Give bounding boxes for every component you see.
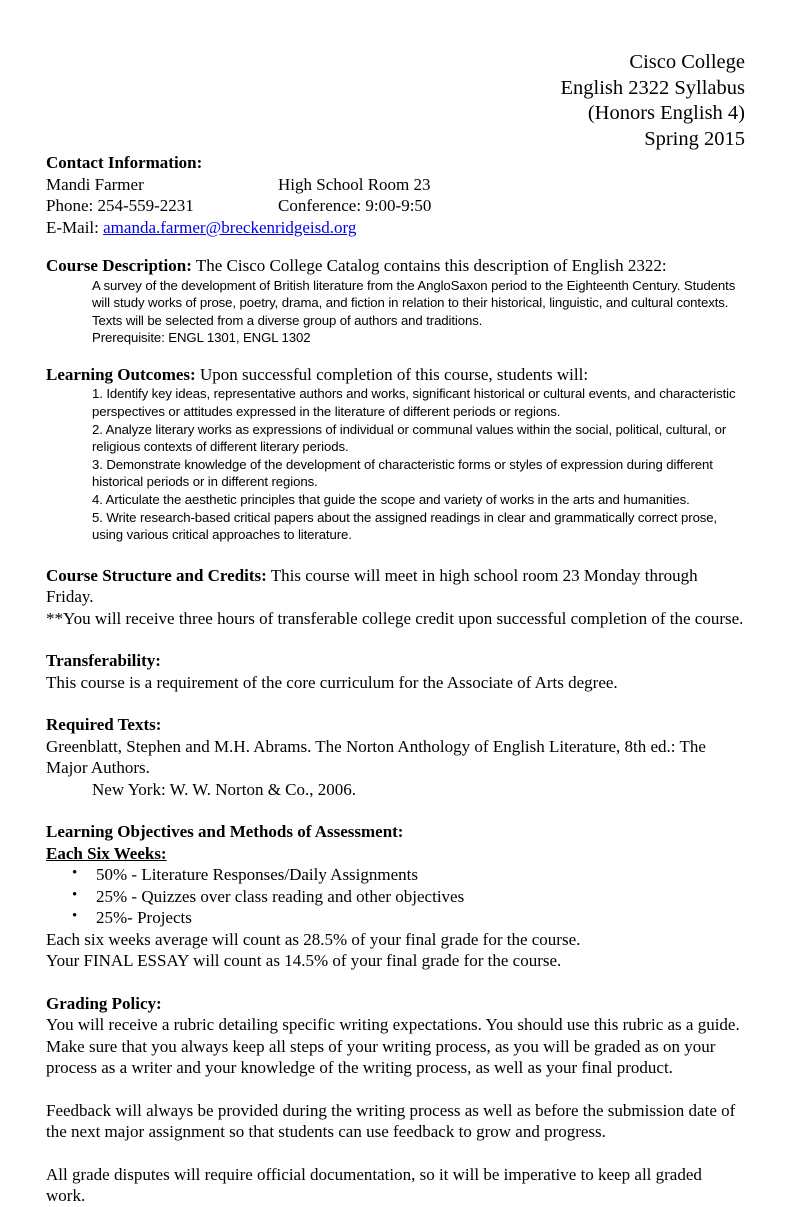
course-structure-intro: This course will meet in high school room 23 Monday through Friday. [46, 565, 698, 607]
list-item: • 25% - Quizzes over class reading and other objectives [46, 886, 745, 908]
transferability-text: This course is a requirement of the core curriculum for the Associate of Arts degree. [46, 672, 618, 692]
final-essay-note: Your FINAL ESSAY will count as 14.5% of your final grade for the course. [46, 951, 562, 971]
instructor-name: Mandi Farmer [46, 174, 144, 194]
learning-objectives-heading: Learning Objectives and Methods of Assessment: [46, 822, 404, 842]
learning-outcomes-list [92, 385, 745, 543]
conference-period: Conference: 9:00-9:50 [278, 196, 432, 215]
required-text-citation-line1: Greenblatt, Stephen and M.H. Abrams. The Norton Anthology of English Literature, 8th ed.: The Major Authors. [46, 736, 706, 778]
email-label: E-Mail: [46, 217, 104, 237]
course-description-heading-line [46, 255, 745, 277]
transferability-section [46, 650, 745, 693]
contact-row-name [46, 174, 745, 196]
learning-outcomes-heading-line [46, 364, 745, 386]
grading-policy-paragraph-2: Feedback will always be provided during the writing process as well as before the submission date of the next major assignment so that students can use feedback to grow and progress. [46, 1100, 736, 1142]
grading-policy-paragraph-3: All grade disputes will require official documentation, so it will be imperative to keep all graded work. [46, 1164, 702, 1206]
learning-outcome-item: 5. Write research-based critical papers about the assigned readings in clear and grammatically correct prose, using various critical approaches to literature. [92, 509, 718, 543]
transferability-heading: Transferability: [46, 651, 161, 671]
course-description-body [92, 277, 745, 347]
course-structure-note: **You will receive three hours of transferable college credit upon successful completion of the course. [46, 608, 744, 628]
each-six-weeks-subheading: Each Six Weeks: [46, 843, 167, 863]
list-item: • 25%- Projects [46, 907, 745, 929]
phone-number: Phone: 254-559-2231 [46, 196, 194, 215]
document-header [46, 50, 745, 152]
learning-objectives-section [46, 821, 745, 972]
grading-policy-heading: Grading Policy: [46, 993, 162, 1013]
email-link[interactable]: amanda.farmer@breckenridgeisd.org [103, 217, 357, 237]
course-description-heading: Course Description: [46, 256, 192, 275]
course-description-paragraph: A survey of the development of British literature from the AngloSaxon period to the Eighteenth Century. Students will study works of prose, poetry, drama, and fiction in relation to their historical, linguistic, and cultural contexts. Texts will be selected from a diverse group of authors and traditions. [92, 277, 736, 328]
six-weeks-average-note: Each six weeks average will count as 28.5% of your final grade for the course. [46, 929, 581, 949]
course-structure-heading-line [46, 565, 745, 608]
grading-policy-paragraph-1: You will receive a rubric detailing specific writing expectations. You should use this rubric as a guide. Make sure that you always keep all steps of your writing process, as you will be graded as on your process as a writer and your knowledge of the writing process, as well as your final product. [46, 1015, 740, 1078]
required-texts-heading: Required Texts: [46, 715, 162, 735]
learning-outcomes-heading: Learning Outcomes: [46, 364, 196, 384]
course-prerequisite: Prerequisite: ENGL 1301, ENGL 1302 [92, 330, 311, 346]
grading-policy-section [46, 993, 745, 1207]
contact-information-section [46, 152, 745, 238]
learning-outcome-item: 2. Analyze literary works as expressions of individual or communal values within the social, political, cultural, or religious contexts of different literary periods. [92, 421, 727, 455]
required-text-citation-line2: New York: W. W. Norton & Co., 2006. [92, 779, 357, 799]
room-number: High School Room 23 [278, 174, 431, 194]
contact-information-heading: Contact Information: [46, 153, 203, 172]
header-line-college: Cisco College [629, 51, 745, 73]
required-texts-section [46, 714, 745, 800]
header-line-subtitle: (Honors English 4) [587, 102, 745, 124]
learning-outcomes-section [46, 364, 745, 544]
contact-row-email [46, 217, 745, 239]
course-description-section [46, 255, 745, 347]
grading-breakdown-list [46, 864, 745, 929]
course-description-intro: The Cisco College Catalog contains this description of English 2322: [191, 256, 667, 275]
learning-outcome-item: 1. Identify key ideas, representative authors and works, significant historical or cultural events, and characteristic perspectives or attitudes expressed in the literature of different periods or regions. [92, 386, 736, 419]
header-line-term: Spring 2015 [644, 127, 745, 150]
contact-row-phone [46, 195, 745, 217]
course-structure-section [46, 565, 745, 630]
learning-outcomes-intro: Upon successful completion of this course, students will: [195, 364, 589, 384]
learning-outcome-item: 3. Demonstrate knowledge of the development of characteristic forms or styles of expression during different historical periods or in different regions. [92, 456, 713, 490]
course-structure-heading: Course Structure and Credits: [46, 565, 267, 585]
header-line-course: English 2322 Syllabus [560, 76, 745, 99]
learning-outcome-item: 4. Articulate the aesthetic principles that guide the scope and variety of works in the arts and humanities. [92, 491, 690, 507]
list-item: • 50% - Literature Responses/Daily Assignments [46, 864, 745, 886]
